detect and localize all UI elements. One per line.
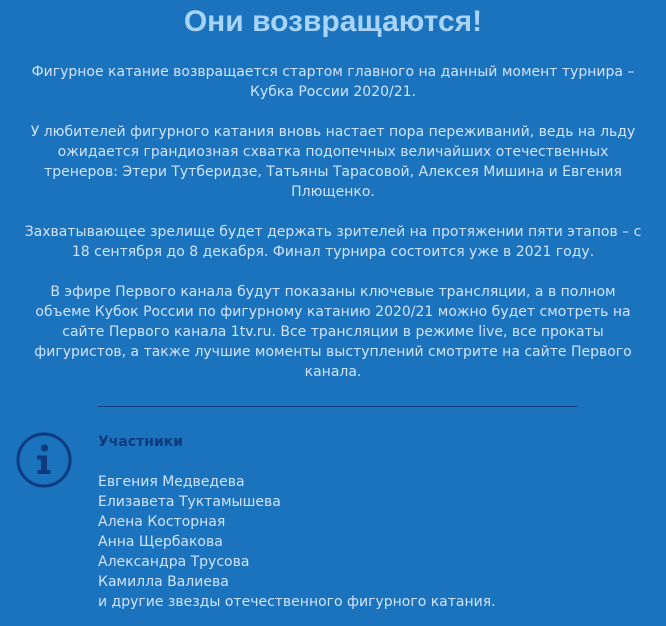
info-icon [16,432,72,488]
participants-heading: Участники [98,434,184,450]
article-paragraph: Фигурное катание возвращается стартом главного на данный момент турнира – Кубка России 2020/21. [31,64,635,100]
list-item: Елизавета Туктамышева [98,494,281,510]
list-item: Алена Косторная [98,514,226,530]
section-divider [98,406,578,407]
participants-block [98,432,496,612]
list-item: Александра Трусова [98,554,250,570]
list-item: Камилла Валиева [98,574,229,590]
list-item: Евгения Медведева [98,474,245,490]
article-body [24,62,642,402]
article-paragraph: Захватывающее зрелище будет держать зрителей на протяжении пяти этапов – с 18 сентября до 8 декабря. Финал турнира состоится уже в 2021 году. [24,224,642,260]
participants-list [98,472,496,612]
article-paragraph: У любителей фигурного катания вновь настает пора переживаний, ведь на льду ожидается грандиозная схватка подопечных величайших отечественных тренеров: Этери Тутберидзе, Татьяны Тарасовой, Алексея Мишина и Евгения Плющенко. [30,124,636,200]
list-item: и другие звезды отечественного фигурного катания. [98,594,496,610]
list-item: Анна Щербакова [98,534,223,550]
article-paragraph: В эфире Первого канала будут показаны ключевые трансляции, а в полном объеме Кубок России по фигурному катанию 2020/21 можно будет смотреть на сайте Первого канала 1tv.ru. Все трансляции в режиме live, все прокаты фигуристов, а также лучшие моменты выступлений смотрите на сайте Первого канала. [34,284,632,380]
page-title: Они возвращаются! [183,5,483,38]
